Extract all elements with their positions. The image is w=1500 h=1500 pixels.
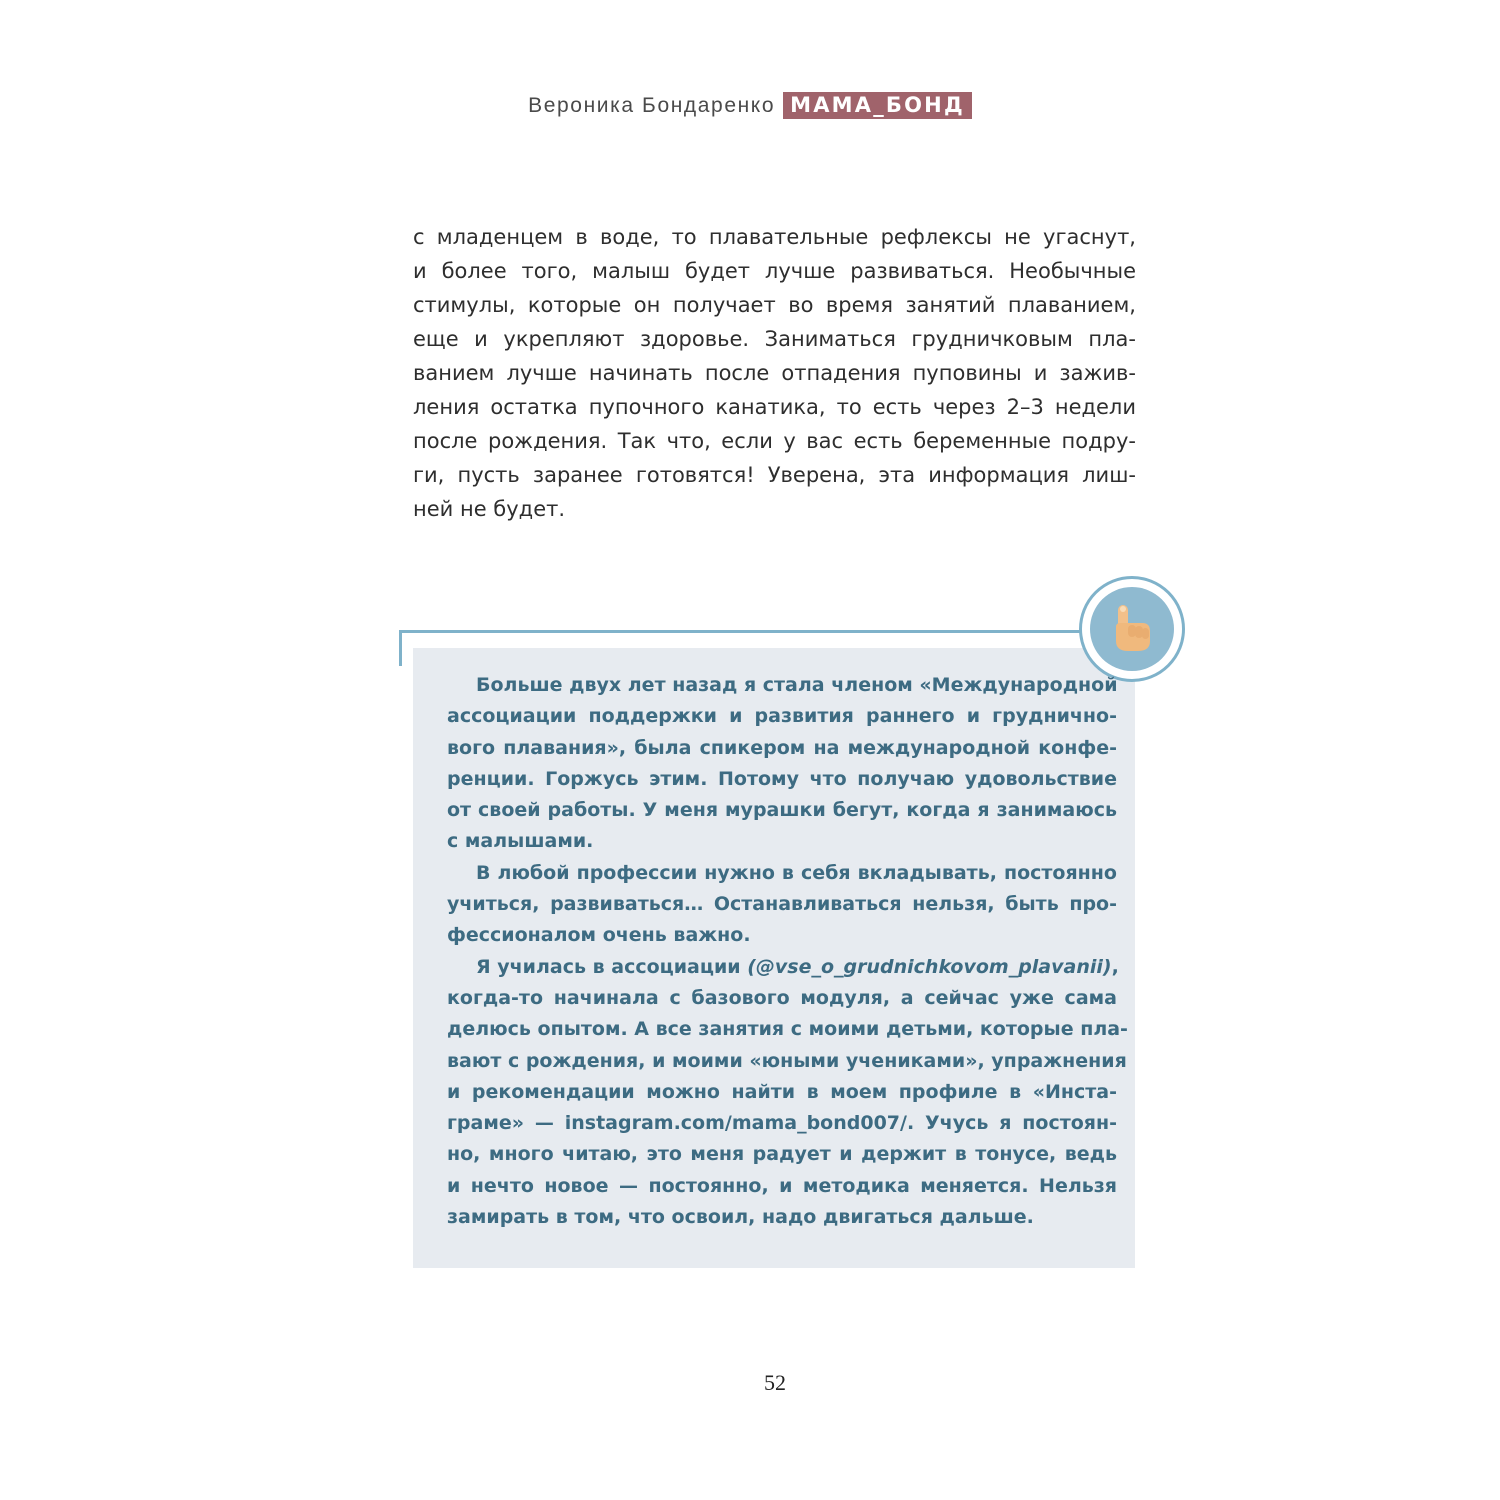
note-frame-left-rule <box>399 630 402 666</box>
page-number: 52 <box>764 1370 786 1395</box>
note-line-end: , <box>1111 955 1119 978</box>
main-paragraph <box>413 220 1136 526</box>
note-badge <box>1079 576 1185 682</box>
text-line: и более того, малыш будет лучше развиваться. Необычные <box>413 259 1136 283</box>
note-line: но, много читаю, это меня радует и держит в тонусе, ведь <box>447 1143 1117 1166</box>
note-text <box>447 670 1128 1233</box>
note-line: когда-то начинала с базового модуля, а сейчас уже сама <box>447 986 1117 1009</box>
note-line: и нечто новое — постоянно, и методика меняется. Нельзя <box>447 1174 1117 1197</box>
note-line: ассоциации поддержки и развития раннего и груднично- <box>447 705 1117 728</box>
note-line: фессионалом очень важно. <box>447 924 751 947</box>
brand-badge: МАМА_БОНД <box>783 92 972 119</box>
text-line: ней не будет. <box>413 497 566 521</box>
text-line: еще и укрепляют здоровье. Заниматься грудничковым пла- <box>413 327 1136 351</box>
text-line: с младенцем в воде, то плавательные рефлексы не угаснут, <box>413 225 1136 249</box>
note-line: от своей работы. У меня мурашки бегут, когда я занимаюсь <box>447 799 1117 822</box>
text-line: стимулы, которые он получает во время занятий плаванием, <box>413 293 1136 317</box>
author-name: Вероника Бондаренко <box>528 93 776 117</box>
note-line-start: Я училась в ассоциации <box>476 955 748 978</box>
page-header <box>0 92 1500 119</box>
note-line: Больше двух лет назад я стала членом «Международной <box>476 674 1118 696</box>
association-handle: (@vse_o_grudnichkovom_plavanii) <box>747 955 1112 978</box>
note-frame-top-rule <box>399 630 1085 633</box>
note-line: вого плавания», была спикером на международной конфе- <box>447 736 1117 759</box>
note-line: с малышами. <box>447 830 594 853</box>
text-line: ванием лучше начинать после отпадения пуповины и зажив- <box>413 361 1136 385</box>
note-line: учиться, развиваться… Останавливаться нельзя, быть про- <box>447 893 1117 916</box>
note-line: замирать в том, что освоил, надо двигаться дальше. <box>447 1206 1034 1229</box>
pointing-finger-icon <box>1108 601 1156 657</box>
text-line: ги, пусть заранее готовятся! Уверена, эта информация лиш- <box>413 463 1136 487</box>
note-line-with-handle <box>447 952 1117 983</box>
note-line: граме» — instagram.com/mama_bond007/. Учусь я постоян- <box>447 1112 1117 1135</box>
text-line: после рождения. Так что, если у вас есть беременные подру- <box>413 429 1136 453</box>
note-line: ренции. Горжусь этим. Потому что получаю удовольствие <box>447 767 1117 790</box>
note-line: вают с рождения, и моими «юными учениками», упражнения <box>447 1049 1127 1072</box>
note-line: делюсь опытом. А все занятия с моими детьми, которые пла- <box>447 1018 1128 1041</box>
text-line: ления остатка пупочного канатика, то есть через 2–3 недели <box>413 395 1136 419</box>
note-line: и рекомендации можно найти в моем профиле в «Инста- <box>447 1080 1117 1103</box>
note-line: В любой профессии нужно в себя вкладывать, постоянно <box>476 861 1117 884</box>
